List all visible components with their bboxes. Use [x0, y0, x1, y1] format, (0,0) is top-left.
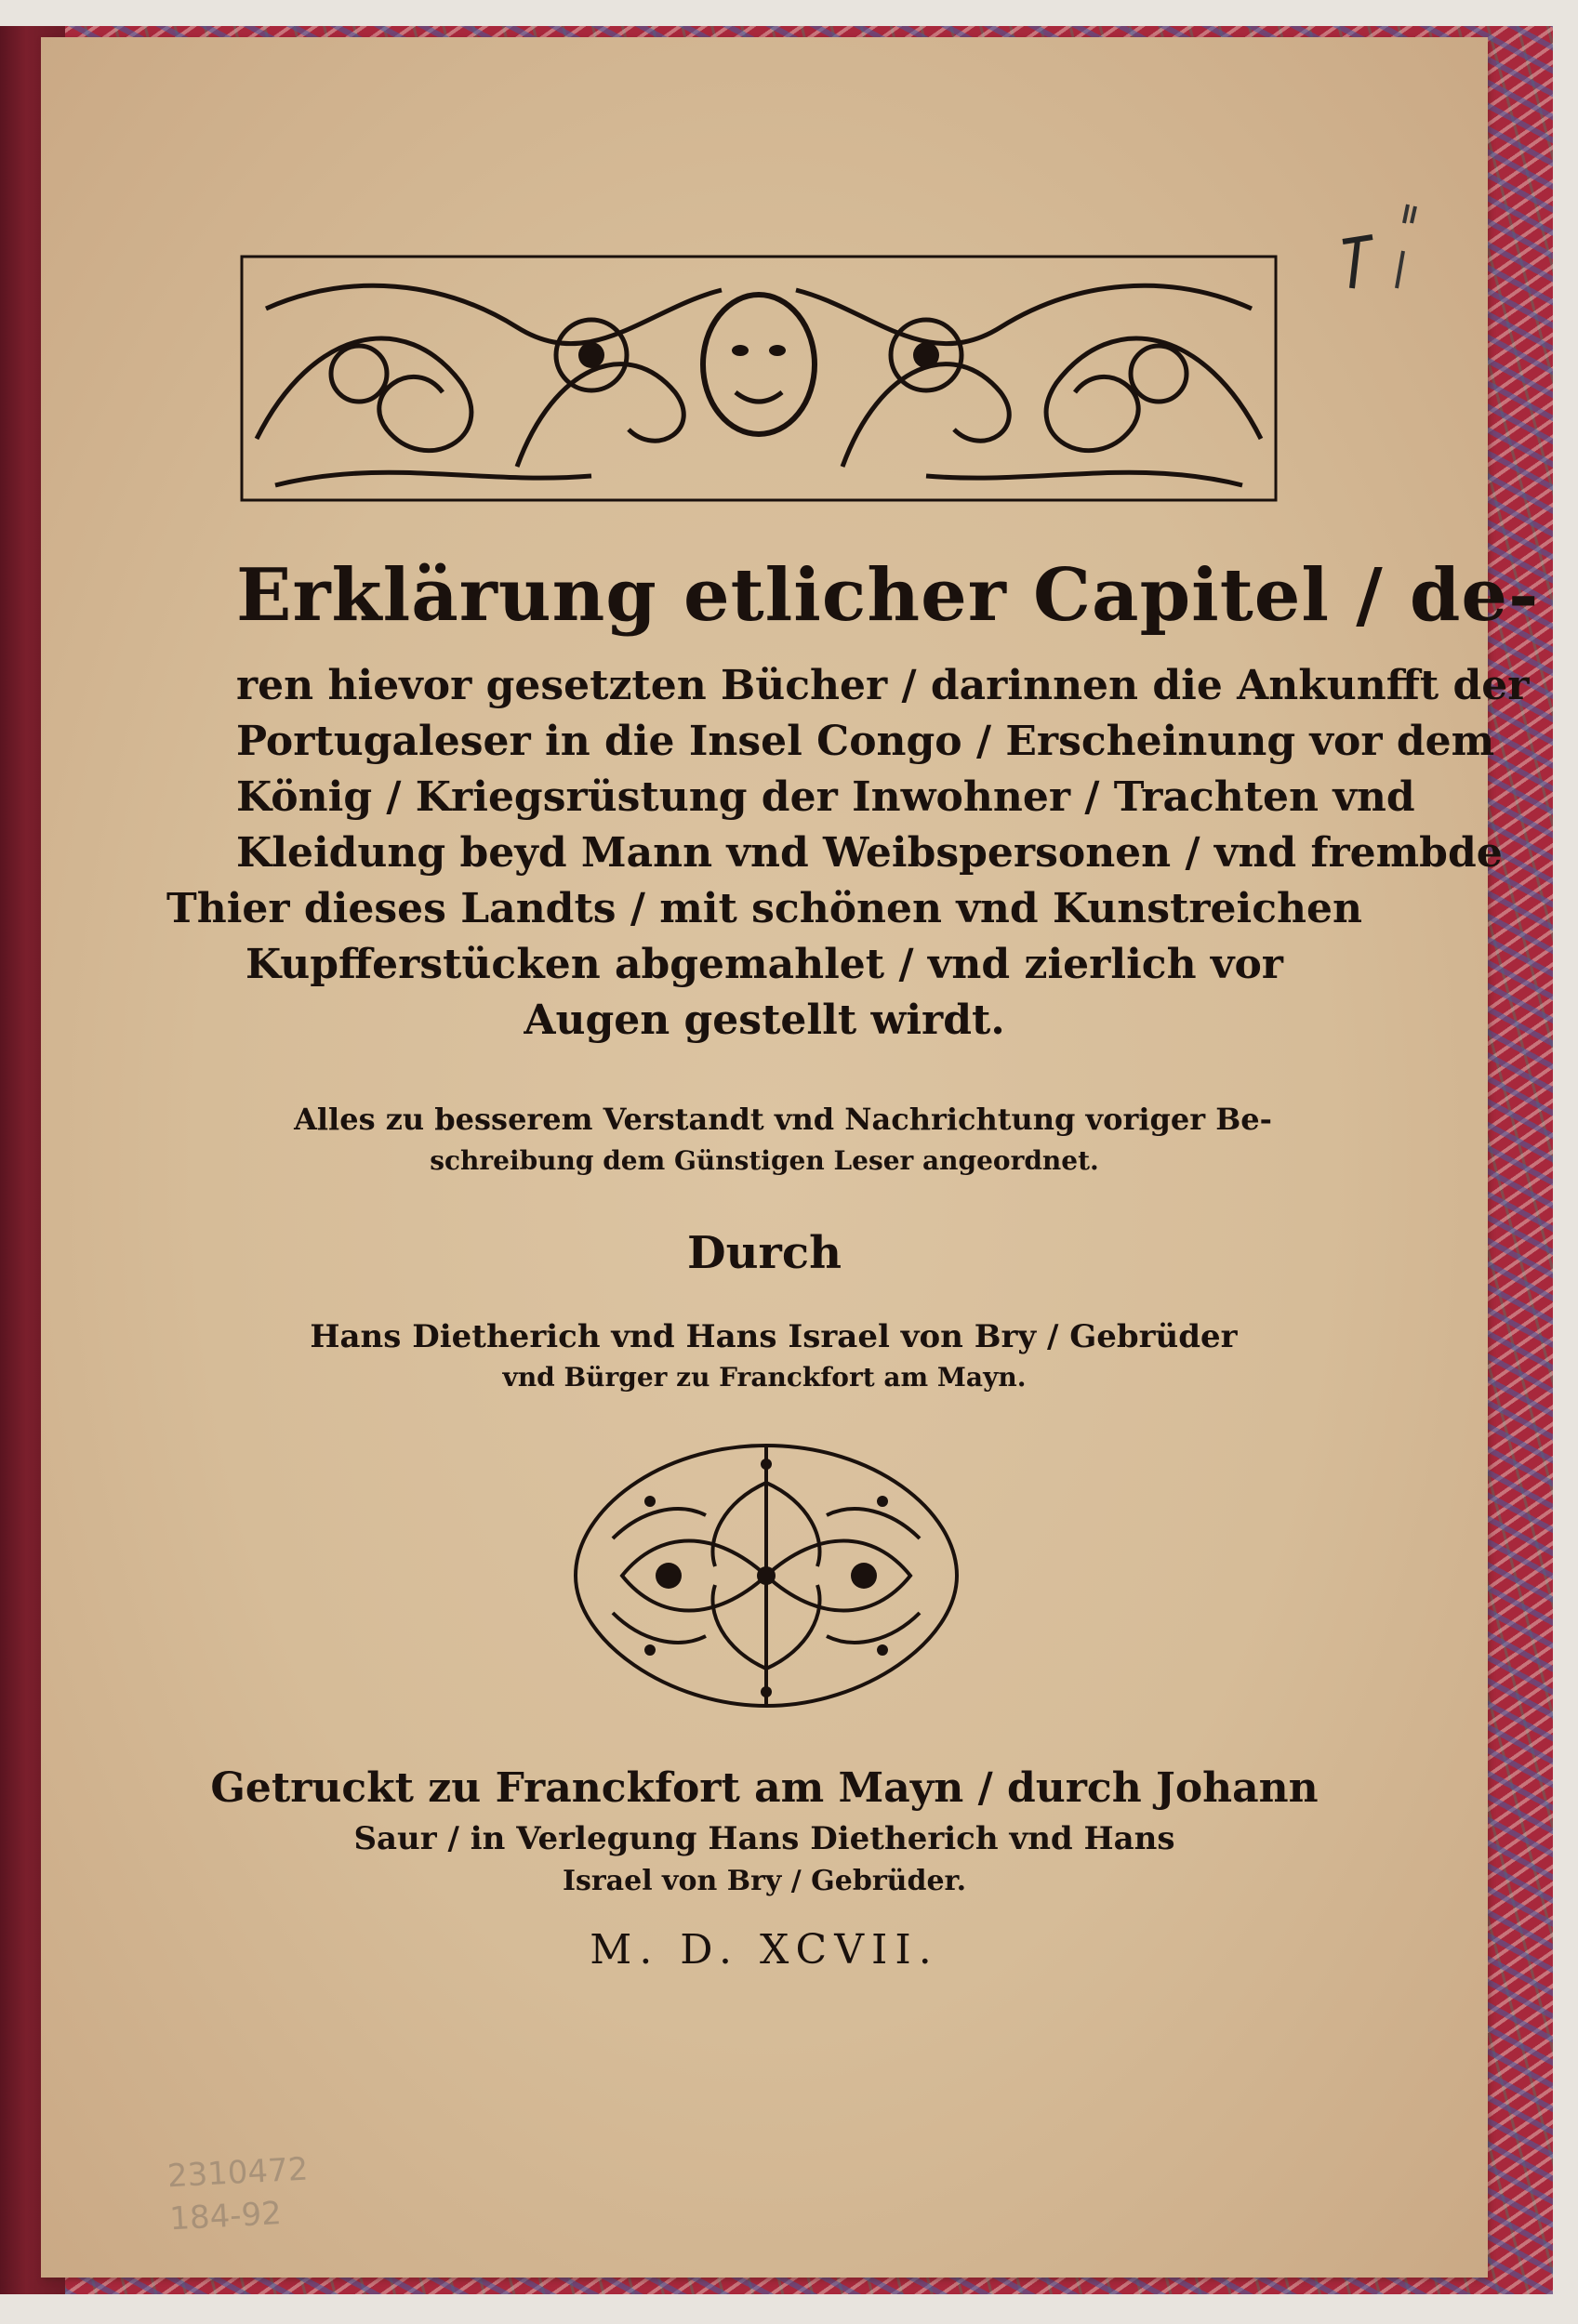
- publication-year: M. D. XCVII.: [590, 1926, 939, 1974]
- authors-line-1: Hans Dietherich vnd Hans Israel von Bry / Gebrüder: [310, 1318, 1238, 1355]
- subtitle-line-2: schreibung dem Günstigen Leser angeordnet.: [430, 1145, 1099, 1176]
- title-line-8: Augen gestellt wirdt.: [524, 997, 1005, 1044]
- title-line-2: ren hievor gesetzten Bücher / darinnen die Ankunfft der: [236, 662, 1530, 709]
- subtitle-line-1: Alles zu besserem Verstandt vnd Nachrichtung voriger Be-: [294, 1102, 1272, 1137]
- printers-device-ornament: [557, 1427, 975, 1724]
- imprint-line-3: Israel von Bry / Gebrüder.: [562, 1865, 967, 1897]
- shelfmark-note: [166, 2140, 470, 2277]
- headpiece-ornament: [238, 253, 1280, 504]
- title-line-1: Erklärung etlicher Capitel / de-: [236, 553, 1540, 638]
- shelfmark-line-1: 2310472: [166, 2150, 310, 2196]
- title-line-5: Kleidung beyd Mann vnd Weibspersonen / vnd frembde: [236, 829, 1503, 877]
- by-label: Durch: [687, 1227, 842, 1279]
- title-line-4: König / Kriegsrüstung der Inwohner / Trachten vnd: [236, 773, 1415, 821]
- imprint-line-2: Saur / in Verlegung Hans Dietherich vnd Hans: [353, 1820, 1175, 1857]
- authors-line-2: vnd Bürger zu Franckfort am Mayn.: [502, 1362, 1027, 1393]
- imprint-line-1: Getruckt zu Franckfort am Mayn / durch Johann: [210, 1764, 1319, 1812]
- title-line-7: Kupfferstücken abgemahlet / vnd zierlich vor: [245, 941, 1283, 988]
- title-line-3: Portugaleser in die Insel Congo / Erscheinung vor dem: [236, 718, 1495, 765]
- title-line-6: Thier dieses Landts / mit schönen vnd Kunstreichen: [166, 885, 1363, 932]
- title-page: [41, 37, 1540, 2278]
- shelfmark-line-2: 184-92: [168, 2195, 283, 2238]
- ink-mark: [1315, 186, 1352, 297]
